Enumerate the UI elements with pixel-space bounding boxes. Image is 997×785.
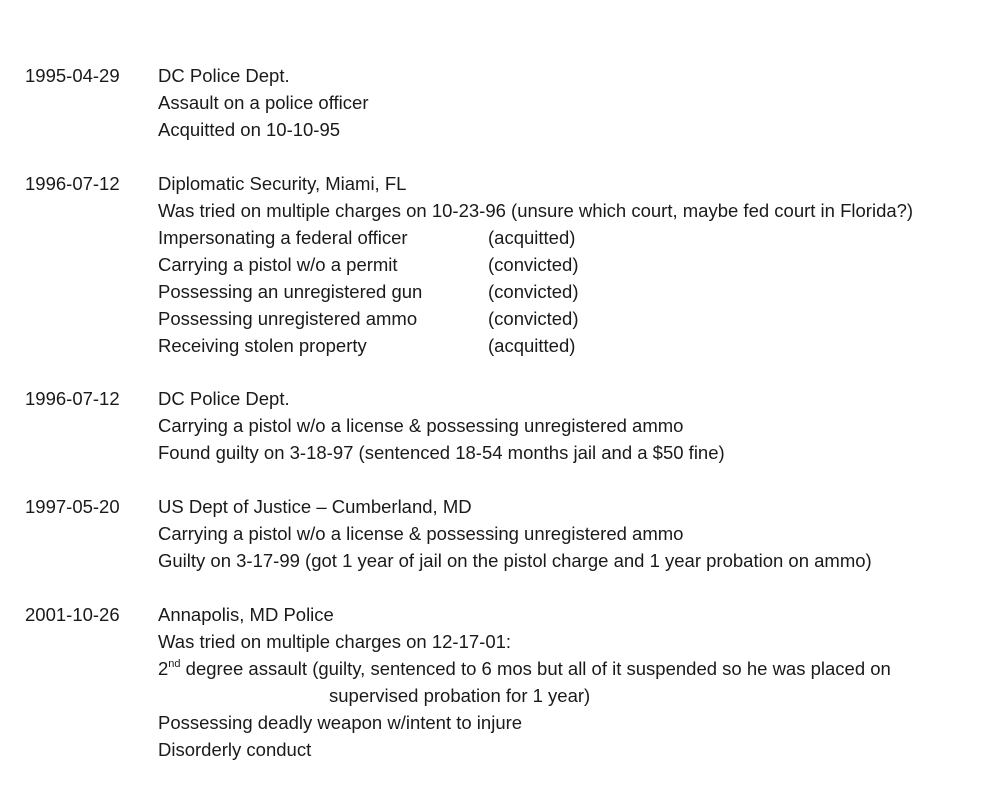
charge-status: (convicted) (488, 254, 579, 275)
assault-charge-text: degree assault (guilty, sentenced to 6 mos but all of it suspended so he was placed on (180, 658, 891, 679)
ordinal-number: 2 (158, 658, 169, 679)
entry-line: Found guilty on 3-18-97 (sentenced 18-54 months jail and a $50 fine) (158, 442, 725, 463)
charge-name: Impersonating a federal officer (158, 227, 408, 248)
entry-date: 1996-07-12 (25, 388, 120, 409)
entry-agency: Diplomatic Security, Miami, FL (158, 173, 407, 194)
entry-line: Possessing deadly weapon w/intent to injure (158, 712, 523, 733)
entry-line: Carrying a pistol w/o a license & possessing unregistered ammo (158, 523, 684, 544)
charge-name: Possessing an unregistered gun (158, 281, 423, 302)
charge-status: (acquitted) (488, 227, 576, 248)
charge-name: Receiving stolen property (158, 335, 367, 356)
entry-line: Was tried on multiple charges on 12-17-01: (158, 631, 512, 652)
entry-agency: DC Police Dept. (158, 65, 290, 86)
entry-line: Guilty on 3-17-99 (got 1 year of jail on the pistol charge and 1 year probation on ammo) (158, 550, 872, 571)
charge-status: (convicted) (488, 281, 579, 302)
charge-status: (acquitted) (488, 335, 576, 356)
charge-name: Carrying a pistol w/o a permit (158, 254, 398, 275)
entry-line: Disorderly conduct (158, 739, 312, 760)
entry-date: 2001-10-26 (25, 604, 120, 625)
entry-date: 1995-04-29 (25, 65, 120, 86)
entry-line: Assault on a police officer (158, 92, 369, 113)
charge-status: (convicted) (488, 308, 579, 329)
ordinal-suffix: nd (168, 658, 181, 670)
entry-agency: DC Police Dept. (158, 388, 290, 409)
entry-date: 1996-07-12 (25, 173, 120, 194)
assault-charge-continuation: supervised probation for 1 year) (329, 685, 591, 706)
assault-charge-line (158, 658, 891, 680)
entry-agency: Annapolis, MD Police (158, 604, 334, 625)
entry-line: Acquitted on 10-10-95 (158, 119, 341, 140)
entry-agency: US Dept of Justice – Cumberland, MD (158, 496, 472, 517)
entry-date: 1997-05-20 (25, 496, 120, 517)
entry-line: Was tried on multiple charges on 10-23-96 (unsure which court, maybe fed court in Florida?) (158, 200, 914, 221)
entry-line: Carrying a pistol w/o a license & possessing unregistered ammo (158, 415, 684, 436)
charge-name: Possessing unregistered ammo (158, 308, 418, 329)
